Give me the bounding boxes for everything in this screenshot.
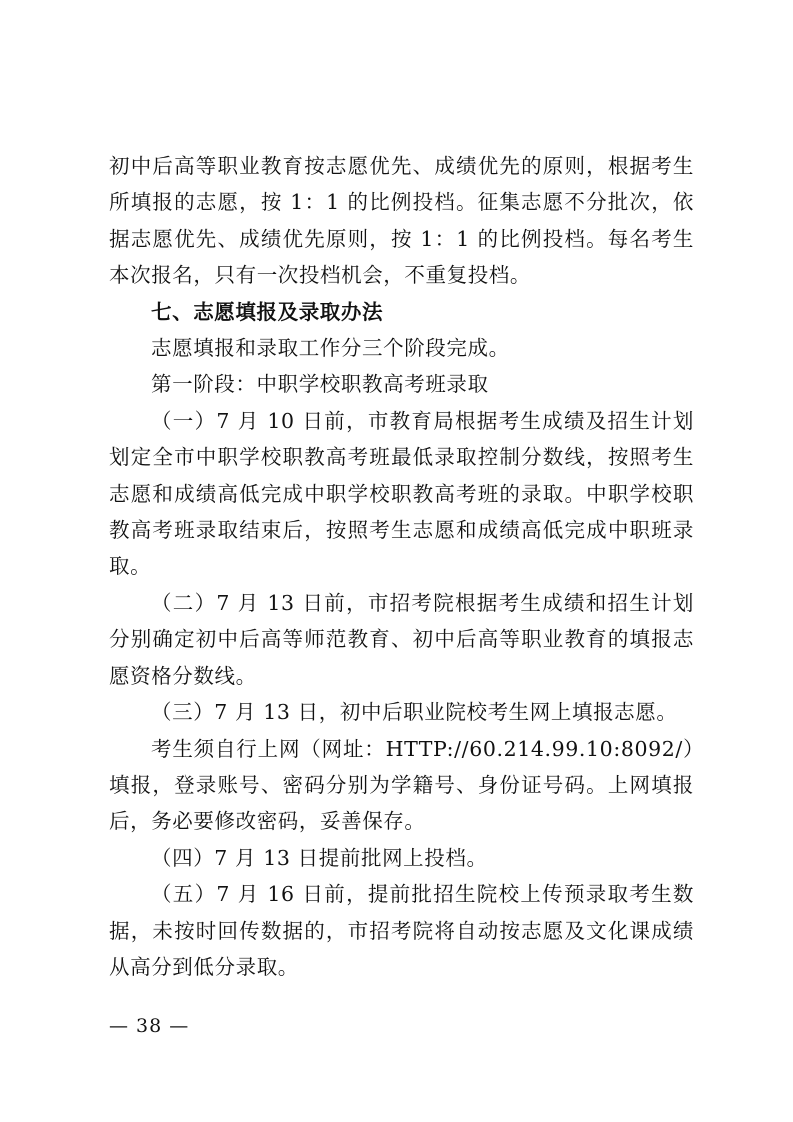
- page-number: — 38 —: [109, 1015, 190, 1037]
- paragraph-stage-one-title: 第一阶段：中职学校职教高考班录取: [151, 372, 489, 397]
- paragraph-item-three: （三）7 月 13 日，初中后职业院校考生网上填报志愿。: [151, 700, 678, 725]
- paragraph-online-filling-instructions: 考生须自行上网（网址：HTTP://60.214.99.10:8092/）填报，登录账号、密码分别为学籍号、身份证号码。上网填报后，务必要修改密码，妥善保存。: [109, 736, 694, 834]
- paragraph-item-one: （一）7 月 10 日前，市教育局根据考生成绩及招生计划划定全市中职学校职教高考班最低录取控制分数线，按照考生志愿和成绩高低完成中职学校职教高考班的录取。中职学校职教高考班录取结束后，按照考生志愿和成绩高低完成中职班录取。: [109, 408, 694, 579]
- paragraph-three-stages: 志愿填报和录取工作分三个阶段完成。: [151, 336, 510, 361]
- paragraph-item-two: （二）7 月 13 日前，市招考院根据考生成绩和招生计划分别确定初中后高等师范教育、初中后高等职业教育的填报志愿资格分数线。: [109, 590, 694, 688]
- document-body: [109, 148, 694, 985]
- paragraph-item-four: （四）7 月 13 日提前批网上投档。: [151, 845, 488, 870]
- paragraph-item-five: （五）7 月 16 日前，提前批招生院校上传预录取考生数据，未按时回传数据的，市招考院将自动按志愿及文化课成绩从高分到低分录取。: [109, 882, 694, 979]
- section-heading-volunteer-filling: 七、志愿填报及录取办法: [151, 299, 384, 324]
- paragraph-enrollment-principle: 初中后高等职业教育按志愿优先、成绩优先的原则，根据考生所填报的志愿，按 1：1 的比例投档。征集志愿不分批次，依据志愿优先、成绩优先原则，按 1：1 的比例投档。每名考生本次报名，只有一次投档机会，不重复投档。: [109, 154, 694, 288]
